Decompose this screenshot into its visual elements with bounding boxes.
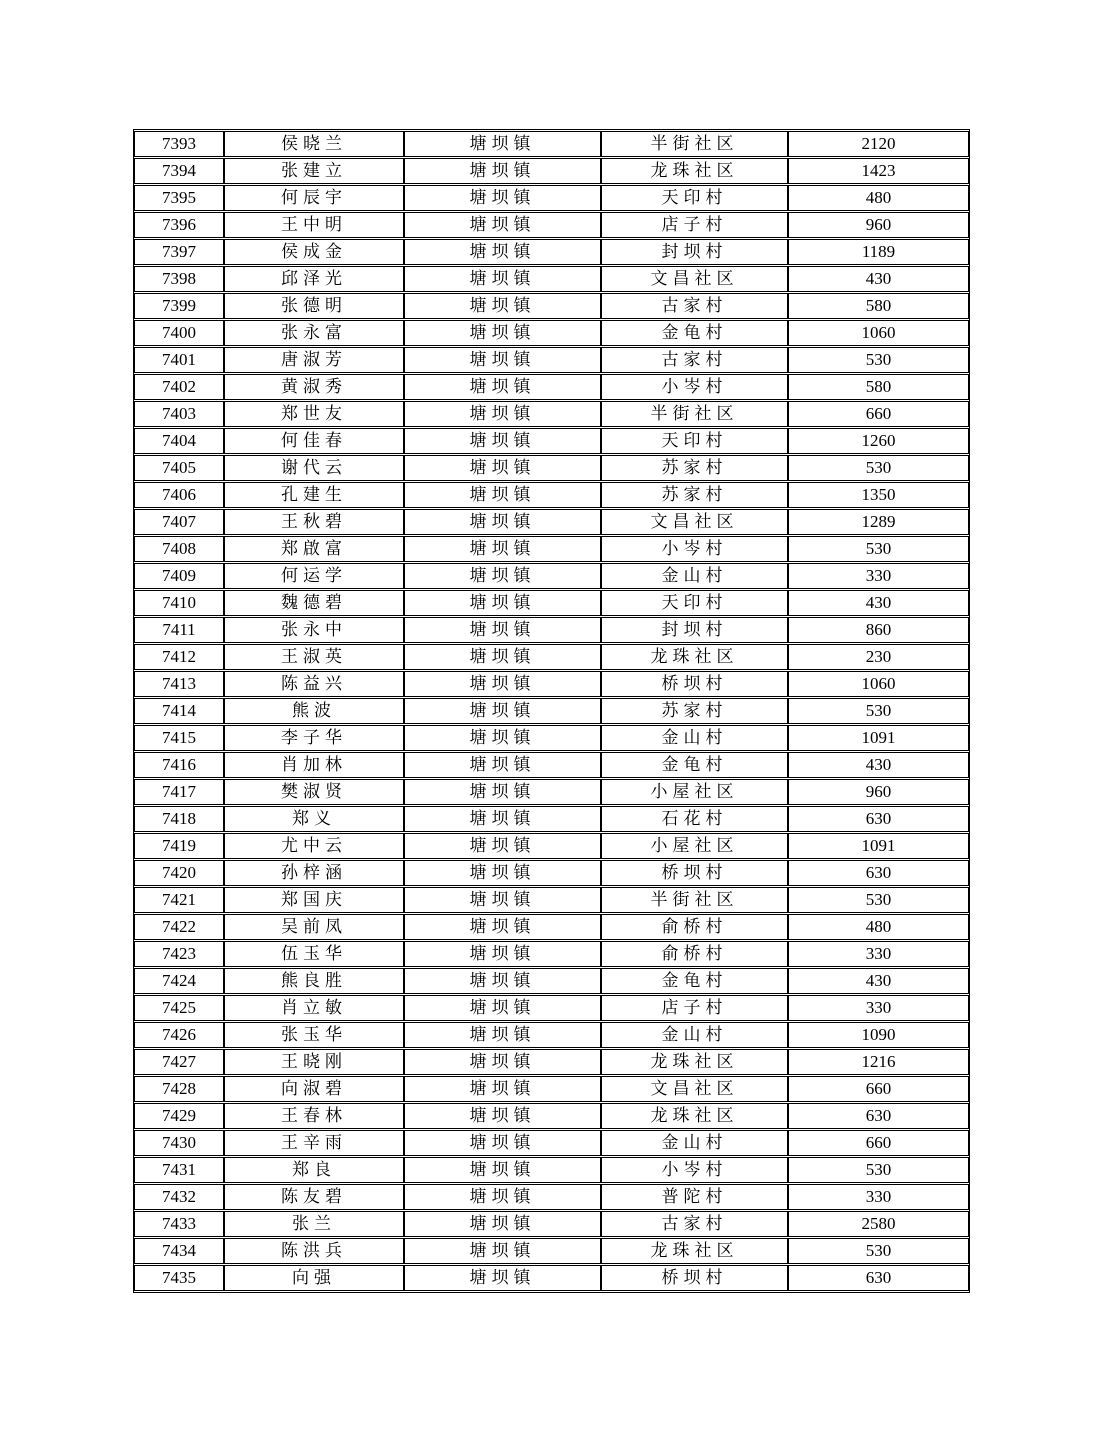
cell-amount: 1289 (788, 509, 969, 535)
cell-seq: 7408 (134, 536, 224, 562)
cell-town: 塘坝镇 (404, 239, 601, 265)
cell-amount: 960 (788, 779, 969, 805)
cell-village: 小岑村 (601, 1157, 788, 1183)
cell-village: 文昌社区 (601, 509, 788, 535)
cell-town: 塘坝镇 (404, 968, 601, 994)
cell-seq: 7416 (134, 752, 224, 778)
table-row (134, 293, 969, 319)
cell-town: 塘坝镇 (404, 509, 601, 535)
cell-amount: 1350 (788, 482, 969, 508)
cell-name: 侯成金 (224, 239, 404, 265)
cell-name: 张玉华 (224, 1022, 404, 1048)
cell-seq: 7396 (134, 212, 224, 238)
cell-village: 文昌社区 (601, 1076, 788, 1102)
cell-town: 塘坝镇 (404, 1265, 601, 1291)
cell-amount: 630 (788, 806, 969, 832)
table-row (134, 698, 969, 724)
cell-seq: 7420 (134, 860, 224, 886)
table-row (134, 590, 969, 616)
cell-village: 金龟村 (601, 968, 788, 994)
cell-name: 张建立 (224, 158, 404, 184)
cell-name: 向强 (224, 1265, 404, 1291)
cell-amount: 1091 (788, 833, 969, 859)
cell-name: 张德明 (224, 293, 404, 319)
cell-seq: 7422 (134, 914, 224, 940)
cell-amount: 330 (788, 941, 969, 967)
cell-town: 塘坝镇 (404, 995, 601, 1021)
cell-town: 塘坝镇 (404, 887, 601, 913)
table-row (134, 617, 969, 643)
table-row (134, 1103, 969, 1129)
cell-village: 龙珠社区 (601, 1238, 788, 1264)
cell-town: 塘坝镇 (404, 131, 601, 157)
cell-amount: 1060 (788, 320, 969, 346)
table-row (134, 1076, 969, 1102)
cell-name: 吴前凤 (224, 914, 404, 940)
cell-seq: 7435 (134, 1265, 224, 1291)
cell-town: 塘坝镇 (404, 590, 601, 616)
cell-seq: 7411 (134, 617, 224, 643)
cell-amount: 1189 (788, 239, 969, 265)
table-row (134, 374, 969, 400)
cell-name: 陈益兴 (224, 671, 404, 697)
table-row (134, 185, 969, 211)
table-row (134, 752, 969, 778)
cell-seq: 7425 (134, 995, 224, 1021)
cell-town: 塘坝镇 (404, 428, 601, 454)
cell-name: 何运学 (224, 563, 404, 589)
cell-seq: 7406 (134, 482, 224, 508)
cell-town: 塘坝镇 (404, 779, 601, 805)
cell-seq: 7401 (134, 347, 224, 373)
cell-name: 肖加林 (224, 752, 404, 778)
table-row (134, 941, 969, 967)
table-row (134, 563, 969, 589)
cell-amount: 330 (788, 995, 969, 1021)
cell-seq: 7418 (134, 806, 224, 832)
cell-village: 龙珠社区 (601, 158, 788, 184)
cell-village: 桥坝村 (601, 1265, 788, 1291)
cell-amount: 480 (788, 185, 969, 211)
table-row (134, 509, 969, 535)
cell-seq: 7423 (134, 941, 224, 967)
table-row (134, 320, 969, 346)
records-table (133, 129, 970, 1293)
cell-town: 塘坝镇 (404, 374, 601, 400)
cell-amount: 630 (788, 1103, 969, 1129)
cell-seq: 7413 (134, 671, 224, 697)
cell-amount: 660 (788, 401, 969, 427)
cell-amount: 2120 (788, 131, 969, 157)
cell-village: 龙珠社区 (601, 1049, 788, 1075)
cell-village: 桥坝村 (601, 860, 788, 886)
cell-town: 塘坝镇 (404, 1076, 601, 1102)
table-row (134, 131, 969, 157)
cell-town: 塘坝镇 (404, 914, 601, 940)
cell-village: 天印村 (601, 590, 788, 616)
table-row (134, 1211, 969, 1237)
table-row (134, 1265, 969, 1291)
cell-name: 郑义 (224, 806, 404, 832)
cell-village: 普陀村 (601, 1184, 788, 1210)
table-row (134, 1238, 969, 1264)
cell-village: 金龟村 (601, 320, 788, 346)
table-row (134, 347, 969, 373)
cell-amount: 1423 (788, 158, 969, 184)
cell-amount: 330 (788, 1184, 969, 1210)
cell-amount: 1060 (788, 671, 969, 697)
cell-amount: 530 (788, 455, 969, 481)
cell-village: 店子村 (601, 212, 788, 238)
cell-name: 孔建生 (224, 482, 404, 508)
cell-amount: 580 (788, 374, 969, 400)
cell-village: 天印村 (601, 428, 788, 454)
table-row (134, 671, 969, 697)
cell-amount: 530 (788, 887, 969, 913)
cell-amount: 960 (788, 212, 969, 238)
cell-town: 塘坝镇 (404, 860, 601, 886)
cell-amount: 530 (788, 1157, 969, 1183)
cell-seq: 7414 (134, 698, 224, 724)
cell-village: 文昌社区 (601, 266, 788, 292)
cell-amount: 330 (788, 563, 969, 589)
cell-seq: 7405 (134, 455, 224, 481)
cell-town: 塘坝镇 (404, 1238, 601, 1264)
cell-village: 半街社区 (601, 401, 788, 427)
cell-seq: 7393 (134, 131, 224, 157)
cell-seq: 7434 (134, 1238, 224, 1264)
cell-seq: 7419 (134, 833, 224, 859)
cell-town: 塘坝镇 (404, 266, 601, 292)
cell-seq: 7410 (134, 590, 224, 616)
cell-town: 塘坝镇 (404, 1157, 601, 1183)
table-row (134, 1049, 969, 1075)
table-row (134, 725, 969, 751)
cell-amount: 530 (788, 698, 969, 724)
cell-name: 郑啟富 (224, 536, 404, 562)
cell-town: 塘坝镇 (404, 644, 601, 670)
table-row (134, 806, 969, 832)
cell-village: 小岑村 (601, 374, 788, 400)
cell-town: 塘坝镇 (404, 293, 601, 319)
table-row (134, 779, 969, 805)
table-row (134, 482, 969, 508)
cell-village: 金山村 (601, 563, 788, 589)
cell-name: 樊淑贤 (224, 779, 404, 805)
cell-amount: 580 (788, 293, 969, 319)
cell-village: 封坝村 (601, 239, 788, 265)
cell-name: 张永富 (224, 320, 404, 346)
cell-name: 肖立敏 (224, 995, 404, 1021)
cell-name: 何佳春 (224, 428, 404, 454)
cell-town: 塘坝镇 (404, 1184, 601, 1210)
cell-village: 古家村 (601, 1211, 788, 1237)
table-row (134, 914, 969, 940)
cell-amount: 430 (788, 590, 969, 616)
cell-name: 张永中 (224, 617, 404, 643)
table-row (134, 239, 969, 265)
cell-seq: 7417 (134, 779, 224, 805)
cell-seq: 7428 (134, 1076, 224, 1102)
cell-village: 半街社区 (601, 131, 788, 157)
cell-seq: 7415 (134, 725, 224, 751)
table-row (134, 158, 969, 184)
cell-name: 魏德碧 (224, 590, 404, 616)
cell-village: 苏家村 (601, 482, 788, 508)
cell-village: 金山村 (601, 1130, 788, 1156)
cell-village: 店子村 (601, 995, 788, 1021)
cell-seq: 7412 (134, 644, 224, 670)
cell-amount: 2580 (788, 1211, 969, 1237)
cell-name: 王晓刚 (224, 1049, 404, 1075)
cell-name: 邱泽光 (224, 266, 404, 292)
cell-amount: 1090 (788, 1022, 969, 1048)
cell-town: 塘坝镇 (404, 212, 601, 238)
cell-name: 何辰宇 (224, 185, 404, 211)
cell-seq: 7431 (134, 1157, 224, 1183)
cell-name: 王淑英 (224, 644, 404, 670)
cell-name: 熊良胜 (224, 968, 404, 994)
cell-name: 陈洪兵 (224, 1238, 404, 1264)
cell-town: 塘坝镇 (404, 482, 601, 508)
table-row (134, 968, 969, 994)
cell-amount: 660 (788, 1076, 969, 1102)
cell-name: 熊波 (224, 698, 404, 724)
cell-town: 塘坝镇 (404, 617, 601, 643)
cell-seq: 7432 (134, 1184, 224, 1210)
cell-town: 塘坝镇 (404, 833, 601, 859)
cell-amount: 430 (788, 752, 969, 778)
cell-amount: 430 (788, 266, 969, 292)
cell-amount: 630 (788, 860, 969, 886)
cell-name: 张兰 (224, 1211, 404, 1237)
cell-seq: 7403 (134, 401, 224, 427)
cell-town: 塘坝镇 (404, 455, 601, 481)
cell-village: 苏家村 (601, 455, 788, 481)
table-row (134, 644, 969, 670)
table-row (134, 995, 969, 1021)
cell-village: 金山村 (601, 1022, 788, 1048)
cell-village: 俞桥村 (601, 914, 788, 940)
table-row (134, 1157, 969, 1183)
cell-village: 苏家村 (601, 698, 788, 724)
cell-town: 塘坝镇 (404, 1049, 601, 1075)
table-row (134, 536, 969, 562)
cell-town: 塘坝镇 (404, 320, 601, 346)
cell-seq: 7400 (134, 320, 224, 346)
cell-name: 侯晓兰 (224, 131, 404, 157)
cell-amount: 630 (788, 1265, 969, 1291)
table-row (134, 833, 969, 859)
cell-name: 郑世友 (224, 401, 404, 427)
cell-village: 桥坝村 (601, 671, 788, 697)
cell-name: 郑良 (224, 1157, 404, 1183)
cell-village: 半街社区 (601, 887, 788, 913)
table-row (134, 266, 969, 292)
cell-town: 塘坝镇 (404, 536, 601, 562)
cell-name: 王秋碧 (224, 509, 404, 535)
table-row (134, 401, 969, 427)
cell-name: 王辛雨 (224, 1130, 404, 1156)
cell-name: 王中明 (224, 212, 404, 238)
cell-seq: 7404 (134, 428, 224, 454)
cell-seq: 7427 (134, 1049, 224, 1075)
table-row (134, 1184, 969, 1210)
cell-town: 塘坝镇 (404, 1130, 601, 1156)
cell-seq: 7430 (134, 1130, 224, 1156)
cell-name: 向淑碧 (224, 1076, 404, 1102)
cell-village: 小岑村 (601, 536, 788, 562)
cell-amount: 1260 (788, 428, 969, 454)
cell-town: 塘坝镇 (404, 158, 601, 184)
cell-seq: 7407 (134, 509, 224, 535)
cell-seq: 7409 (134, 563, 224, 589)
cell-town: 塘坝镇 (404, 1103, 601, 1129)
cell-town: 塘坝镇 (404, 806, 601, 832)
cell-amount: 230 (788, 644, 969, 670)
cell-name: 李子华 (224, 725, 404, 751)
cell-village: 天印村 (601, 185, 788, 211)
cell-town: 塘坝镇 (404, 698, 601, 724)
cell-amount: 530 (788, 536, 969, 562)
cell-amount: 430 (788, 968, 969, 994)
cell-village: 小屋社区 (601, 833, 788, 859)
table-row (134, 212, 969, 238)
cell-town: 塘坝镇 (404, 671, 601, 697)
cell-village: 金山村 (601, 725, 788, 751)
table-row (134, 860, 969, 886)
cell-village: 小屋社区 (601, 779, 788, 805)
cell-name: 谢代云 (224, 455, 404, 481)
cell-amount: 480 (788, 914, 969, 940)
cell-seq: 7399 (134, 293, 224, 319)
cell-seq: 7426 (134, 1022, 224, 1048)
cell-town: 塘坝镇 (404, 941, 601, 967)
cell-seq: 7398 (134, 266, 224, 292)
cell-village: 古家村 (601, 347, 788, 373)
cell-name: 尤中云 (224, 833, 404, 859)
cell-seq: 7395 (134, 185, 224, 211)
cell-town: 塘坝镇 (404, 725, 601, 751)
cell-name: 陈友碧 (224, 1184, 404, 1210)
cell-seq: 7394 (134, 158, 224, 184)
cell-town: 塘坝镇 (404, 1022, 601, 1048)
cell-amount: 530 (788, 1238, 969, 1264)
cell-village: 封坝村 (601, 617, 788, 643)
cell-town: 塘坝镇 (404, 1211, 601, 1237)
cell-amount: 530 (788, 347, 969, 373)
cell-name: 伍玉华 (224, 941, 404, 967)
cell-village: 石花村 (601, 806, 788, 832)
cell-amount: 860 (788, 617, 969, 643)
cell-village: 俞桥村 (601, 941, 788, 967)
table-row (134, 455, 969, 481)
cell-village: 龙珠社区 (601, 1103, 788, 1129)
cell-town: 塘坝镇 (404, 347, 601, 373)
cell-town: 塘坝镇 (404, 185, 601, 211)
cell-amount: 660 (788, 1130, 969, 1156)
table-row (134, 1130, 969, 1156)
cell-seq: 7433 (134, 1211, 224, 1237)
cell-amount: 1091 (788, 725, 969, 751)
cell-seq: 7429 (134, 1103, 224, 1129)
cell-seq: 7397 (134, 239, 224, 265)
cell-seq: 7402 (134, 374, 224, 400)
cell-name: 王春林 (224, 1103, 404, 1129)
cell-name: 唐淑芳 (224, 347, 404, 373)
table-row (134, 887, 969, 913)
cell-town: 塘坝镇 (404, 563, 601, 589)
cell-village: 金龟村 (601, 752, 788, 778)
table-row (134, 1022, 969, 1048)
table-row (134, 428, 969, 454)
cell-name: 孙梓涵 (224, 860, 404, 886)
cell-name: 黄淑秀 (224, 374, 404, 400)
cell-name: 郑国庆 (224, 887, 404, 913)
cell-village: 龙珠社区 (601, 644, 788, 670)
cell-village: 古家村 (601, 293, 788, 319)
cell-seq: 7421 (134, 887, 224, 913)
cell-town: 塘坝镇 (404, 752, 601, 778)
cell-town: 塘坝镇 (404, 401, 601, 427)
cell-seq: 7424 (134, 968, 224, 994)
cell-amount: 1216 (788, 1049, 969, 1075)
